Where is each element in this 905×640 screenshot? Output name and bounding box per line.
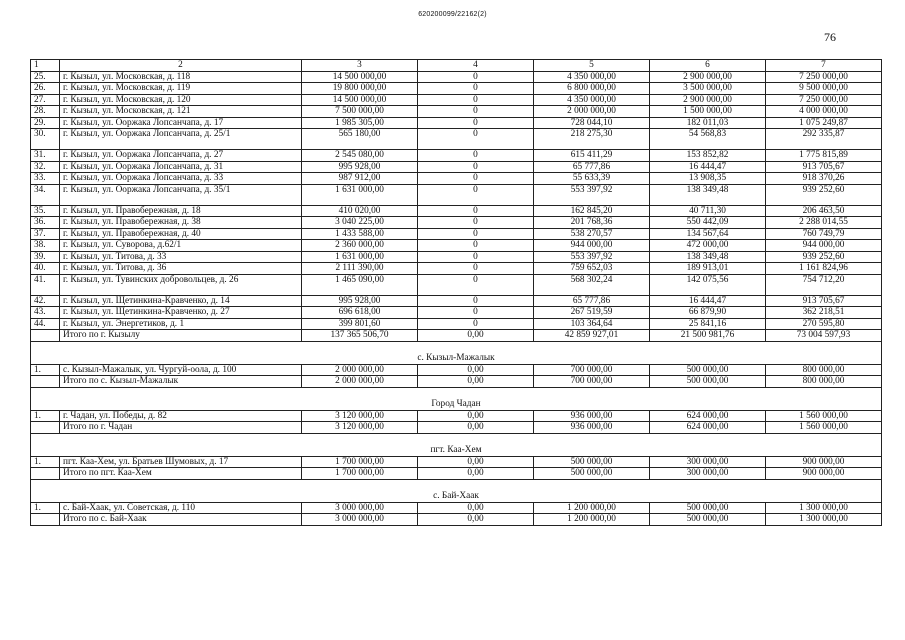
cell-col-2: г. Кызыл, ул. Тувинских добровольцев, д. 26 <box>60 274 302 295</box>
table-row <box>31 117 882 129</box>
table-row <box>31 106 882 118</box>
cell-col-5: 42 859 927,01 <box>534 330 650 342</box>
table-row <box>31 94 882 106</box>
cell-col-4: 0 <box>418 240 534 252</box>
table-row <box>31 263 882 275</box>
section-spacer-cell <box>31 479 882 491</box>
column-number-row <box>31 60 882 72</box>
cell-col-1: 26. <box>31 83 60 95</box>
cell-col-5: 553 397,92 <box>534 184 650 205</box>
cell-col-6: 189 913,01 <box>650 263 766 275</box>
column-number-cell: 7 <box>766 60 882 72</box>
cell-col-3: 3 120 000,00 <box>302 422 418 434</box>
section-title: пгт. Каа-Хем <box>31 445 882 457</box>
cell-col-5: 728 044,10 <box>534 117 650 129</box>
cell-col-6: 54 568,83 <box>650 129 766 150</box>
cell-col-1 <box>31 330 60 342</box>
cell-col-6: 1 500 000,00 <box>650 106 766 118</box>
cell-col-1: 33. <box>31 173 60 185</box>
cell-col-1: 29. <box>31 117 60 129</box>
cell-col-6: 500 000,00 <box>650 514 766 526</box>
table-row <box>31 502 882 514</box>
cell-col-2: г. Кызыл, ул. Энергетиков, д. 1 <box>60 318 302 330</box>
cell-col-1 <box>31 422 60 434</box>
cell-col-2: г. Кызыл, ул. Московская, д. 120 <box>60 94 302 106</box>
column-number-cell: 6 <box>650 60 766 72</box>
cell-col-4: 0 <box>418 173 534 185</box>
cell-col-3: 1 985 305,00 <box>302 117 418 129</box>
cell-col-6: 21 500 981,76 <box>650 330 766 342</box>
cell-col-7: 800 000,00 <box>766 364 882 376</box>
cell-col-7: 754 712,20 <box>766 274 882 295</box>
section-heading-row <box>31 353 882 365</box>
cell-col-7: 900 000,00 <box>766 456 882 468</box>
cell-col-4: 0,00 <box>418 456 534 468</box>
cell-col-6: 300 000,00 <box>650 456 766 468</box>
cell-col-7: 939 252,60 <box>766 184 882 205</box>
cell-col-7: 1 560 000,00 <box>766 422 882 434</box>
cell-col-5: 65 777,86 <box>534 161 650 173</box>
cell-col-3: 2 000 000,00 <box>302 376 418 388</box>
cell-col-6: 13 908,35 <box>650 173 766 185</box>
cell-col-5: 4 350 000,00 <box>534 94 650 106</box>
table-row <box>31 274 882 295</box>
table-row <box>31 251 882 263</box>
cell-col-6: 500 000,00 <box>650 364 766 376</box>
cell-col-7: 800 000,00 <box>766 376 882 388</box>
cell-col-2: г. Кызыл, ул. Ооржака Лопсанчапа, д. 25/1 <box>60 129 302 150</box>
cell-col-6: 182 011,03 <box>650 117 766 129</box>
table-row <box>31 161 882 173</box>
cell-col-3: 1 700 000,00 <box>302 468 418 480</box>
table-row <box>31 150 882 162</box>
cell-col-4: 0 <box>418 205 534 217</box>
cell-col-2: г. Чадан, ул. Победы, д. 82 <box>60 410 302 422</box>
cell-col-3: 19 800 000,00 <box>302 83 418 95</box>
cell-col-6: 624 000,00 <box>650 422 766 434</box>
page-number: 76 <box>824 30 836 44</box>
cell-col-2: г. Кызыл, ул. Ооржака Лопсанчапа, д. 27 <box>60 150 302 162</box>
cell-col-3: 14 500 000,00 <box>302 94 418 106</box>
table-row <box>31 217 882 229</box>
cell-col-5: 6 800 000,00 <box>534 83 650 95</box>
cell-col-7: 1 300 000,00 <box>766 514 882 526</box>
table-row <box>31 295 882 307</box>
cell-col-6: 2 900 000,00 <box>650 71 766 83</box>
cell-col-1: 38. <box>31 240 60 252</box>
table-row <box>31 307 882 319</box>
cell-col-1: 39. <box>31 251 60 263</box>
column-number-cell: 3 <box>302 60 418 72</box>
cell-col-4: 0 <box>418 318 534 330</box>
section-heading-row <box>31 399 882 411</box>
cell-col-2: г. Кызыл, ул. Ооржака Лопсанчапа, д. 31 <box>60 161 302 173</box>
cell-col-7: 913 705,67 <box>766 161 882 173</box>
cell-col-7: 1 075 249,87 <box>766 117 882 129</box>
cell-col-1: 25. <box>31 71 60 83</box>
section-title: с. Бай-Хаак <box>31 491 882 503</box>
cell-col-5: 218 275,30 <box>534 129 650 150</box>
cell-col-2: Итого по с. Бай-Хаак <box>60 514 302 526</box>
table-row <box>31 318 882 330</box>
cell-col-3: 1 465 090,00 <box>302 274 418 295</box>
table-row <box>31 364 882 376</box>
cell-col-7: 73 004 597,93 <box>766 330 882 342</box>
table-row <box>31 456 882 468</box>
cell-col-3: 3 000 000,00 <box>302 514 418 526</box>
cell-col-4: 0 <box>418 217 534 229</box>
table-row <box>31 240 882 252</box>
cell-col-6: 153 852,82 <box>650 150 766 162</box>
cell-col-3: 3 120 000,00 <box>302 410 418 422</box>
total-row-kyzyl <box>31 330 882 342</box>
cell-col-6: 66 879,90 <box>650 307 766 319</box>
section-spacer-cell <box>31 387 882 399</box>
cell-col-2: г. Кызыл, ул. Правобережная, д. 40 <box>60 228 302 240</box>
cell-col-4: 0 <box>418 274 534 295</box>
cell-col-2: г. Кызыл, ул. Титова, д. 36 <box>60 263 302 275</box>
cell-col-5: 759 652,03 <box>534 263 650 275</box>
cell-col-5: 65 777,86 <box>534 295 650 307</box>
cell-col-3: 987 912,00 <box>302 173 418 185</box>
cell-col-1: 1. <box>31 364 60 376</box>
cell-col-2: г. Кызыл, ул. Московская, д. 118 <box>60 71 302 83</box>
cell-col-3: 1 433 588,00 <box>302 228 418 240</box>
cell-col-5: 615 411,29 <box>534 150 650 162</box>
cell-col-4: 0,00 <box>418 330 534 342</box>
cell-col-2: г. Кызыл, ул. Московская, д. 121 <box>60 106 302 118</box>
cell-col-3: 399 801,60 <box>302 318 418 330</box>
cell-col-6: 472 000,00 <box>650 240 766 252</box>
cell-col-3: 137 365 506,70 <box>302 330 418 342</box>
cell-col-1: 41. <box>31 274 60 295</box>
cell-col-2: пгт. Каа-Хем, ул. Братьев Шумовых, д. 17 <box>60 456 302 468</box>
cell-col-1: 28. <box>31 106 60 118</box>
section-total-row <box>31 422 882 434</box>
cell-col-2: Итого по г. Чадан <box>60 422 302 434</box>
cell-col-5: 936 000,00 <box>534 422 650 434</box>
cell-col-5: 936 000,00 <box>534 410 650 422</box>
cell-col-4: 0 <box>418 307 534 319</box>
cell-col-3: 3 040 225,00 <box>302 217 418 229</box>
cell-col-4: 0,00 <box>418 364 534 376</box>
cell-col-3: 2 545 080,00 <box>302 150 418 162</box>
cell-col-2: г. Кызыл, ул. Щетинкина-Кравченко, д. 14 <box>60 295 302 307</box>
cell-col-2: г. Кызыл, ул. Титова, д. 33 <box>60 251 302 263</box>
cell-col-5: 700 000,00 <box>534 364 650 376</box>
cell-col-5: 1 200 000,00 <box>534 502 650 514</box>
cell-col-4: 0,00 <box>418 376 534 388</box>
cell-col-2: г. Кызыл, ул. Правобережная, д. 18 <box>60 205 302 217</box>
cell-col-5: 55 633,39 <box>534 173 650 185</box>
register-table-body <box>31 60 882 526</box>
cell-col-1: 32. <box>31 161 60 173</box>
cell-col-2: г. Кызыл, ул. Ооржака Лопсанчапа, д. 35/1 <box>60 184 302 205</box>
table-row <box>31 410 882 422</box>
cell-col-5: 201 768,36 <box>534 217 650 229</box>
cell-col-7: 760 749,79 <box>766 228 882 240</box>
cell-col-1: 44. <box>31 318 60 330</box>
cell-col-2: г. Кызыл, ул. Правобережная, д. 38 <box>60 217 302 229</box>
cell-col-4: 0 <box>418 94 534 106</box>
cell-col-7: 944 000,00 <box>766 240 882 252</box>
cell-col-2: Итого по с. Кызыл-Мажалык <box>60 376 302 388</box>
cell-col-1: 34. <box>31 184 60 205</box>
cell-col-3: 1 631 000,00 <box>302 251 418 263</box>
cell-col-5: 700 000,00 <box>534 376 650 388</box>
cell-col-3: 995 928,00 <box>302 161 418 173</box>
table-row <box>31 83 882 95</box>
cell-col-2: Итого по пгт. Каа-Хем <box>60 468 302 480</box>
section-spacer <box>31 341 882 353</box>
cell-col-7: 7 250 000,00 <box>766 71 882 83</box>
cell-col-4: 0,00 <box>418 502 534 514</box>
section-spacer <box>31 479 882 491</box>
cell-col-7: 939 252,60 <box>766 251 882 263</box>
cell-col-1: 35. <box>31 205 60 217</box>
cell-col-1: 42. <box>31 295 60 307</box>
section-spacer-cell <box>31 433 882 445</box>
scan-artifacts <box>290 630 610 632</box>
cell-col-7: 206 463,50 <box>766 205 882 217</box>
cell-col-2: г. Кызыл, ул. Суворова, д.62/1 <box>60 240 302 252</box>
cell-col-4: 0 <box>418 129 534 150</box>
cell-col-7: 4 000 000,00 <box>766 106 882 118</box>
cell-col-2: с. Бай-Хаак, ул. Советская, д. 110 <box>60 502 302 514</box>
section-heading-row <box>31 445 882 457</box>
cell-col-7: 9 500 000,00 <box>766 83 882 95</box>
cell-col-5: 568 302,24 <box>534 274 650 295</box>
cell-col-1 <box>31 514 60 526</box>
cell-col-7: 292 335,87 <box>766 129 882 150</box>
cell-col-7: 900 000,00 <box>766 468 882 480</box>
cell-col-1: 27. <box>31 94 60 106</box>
cell-col-6: 300 000,00 <box>650 468 766 480</box>
cell-col-5: 500 000,00 <box>534 468 650 480</box>
cell-col-6: 2 900 000,00 <box>650 94 766 106</box>
cell-col-7: 7 250 000,00 <box>766 94 882 106</box>
cell-col-6: 16 444,47 <box>650 161 766 173</box>
table-row <box>31 205 882 217</box>
cell-col-7: 1 300 000,00 <box>766 502 882 514</box>
table-row <box>31 129 882 150</box>
cell-col-6: 138 349,48 <box>650 251 766 263</box>
cell-col-6: 25 841,16 <box>650 318 766 330</box>
cell-col-4: 0,00 <box>418 468 534 480</box>
cell-col-3: 14 500 000,00 <box>302 71 418 83</box>
cell-col-5: 267 519,59 <box>534 307 650 319</box>
cell-col-1: 30. <box>31 129 60 150</box>
cell-col-2: г. Кызыл, ул. Московская, д. 119 <box>60 83 302 95</box>
cell-col-4: 0 <box>418 263 534 275</box>
cell-col-5: 944 000,00 <box>534 240 650 252</box>
cell-col-6: 16 444,47 <box>650 295 766 307</box>
cell-col-5: 2 000 000,00 <box>534 106 650 118</box>
table-row <box>31 228 882 240</box>
cell-col-3: 995 928,00 <box>302 295 418 307</box>
cell-col-1: 1. <box>31 502 60 514</box>
cell-col-7: 2 288 014,55 <box>766 217 882 229</box>
section-spacer <box>31 433 882 445</box>
cell-col-2: Итого по г. Кызылу <box>60 330 302 342</box>
cell-col-7: 270 595,80 <box>766 318 882 330</box>
section-spacer <box>31 387 882 399</box>
cell-col-1: 37. <box>31 228 60 240</box>
cell-col-3: 3 000 000,00 <box>302 502 418 514</box>
cell-col-1: 1. <box>31 456 60 468</box>
column-number-cell: 5 <box>534 60 650 72</box>
cell-col-1 <box>31 468 60 480</box>
section-title: Город Чадан <box>31 399 882 411</box>
cell-col-6: 142 075,56 <box>650 274 766 295</box>
cell-col-2: с. Кызыл-Мажалык, ул. Чургуй-оола, д. 100 <box>60 364 302 376</box>
cell-col-7: 1 775 815,89 <box>766 150 882 162</box>
cell-col-7: 1 560 000,00 <box>766 410 882 422</box>
cell-col-6: 40 711,30 <box>650 205 766 217</box>
cell-col-4: 0 <box>418 228 534 240</box>
section-total-row <box>31 468 882 480</box>
cell-col-3: 7 500 000,00 <box>302 106 418 118</box>
cell-col-4: 0,00 <box>418 410 534 422</box>
section-title: с. Кызыл-Мажалык <box>31 353 882 365</box>
cell-col-5: 162 845,20 <box>534 205 650 217</box>
cell-col-3: 2 000 000,00 <box>302 364 418 376</box>
section-total-row <box>31 514 882 526</box>
cell-col-3: 2 360 000,00 <box>302 240 418 252</box>
register-table <box>30 59 882 526</box>
column-number-cell: 1 <box>31 60 60 72</box>
cell-col-1: 43. <box>31 307 60 319</box>
cell-col-4: 0 <box>418 295 534 307</box>
cell-col-7: 1 161 824,96 <box>766 263 882 275</box>
cell-col-5: 1 200 000,00 <box>534 514 650 526</box>
cell-col-3: 565 180,00 <box>302 129 418 150</box>
cell-col-1: 1. <box>31 410 60 422</box>
cell-col-4: 0 <box>418 83 534 95</box>
cell-col-3: 696 618,00 <box>302 307 418 319</box>
cell-col-1: 36. <box>31 217 60 229</box>
cell-col-4: 0 <box>418 184 534 205</box>
cell-col-3: 410 020,00 <box>302 205 418 217</box>
cell-col-6: 500 000,00 <box>650 376 766 388</box>
section-heading-row <box>31 491 882 503</box>
cell-col-5: 103 364,64 <box>534 318 650 330</box>
table-row <box>31 173 882 185</box>
table-row <box>31 71 882 83</box>
cell-col-4: 0 <box>418 71 534 83</box>
cell-col-6: 500 000,00 <box>650 502 766 514</box>
cell-col-4: 0,00 <box>418 514 534 526</box>
cell-col-4: 0 <box>418 251 534 263</box>
cell-col-5: 538 270,57 <box>534 228 650 240</box>
cell-col-4: 0,00 <box>418 422 534 434</box>
cell-col-6: 134 567,64 <box>650 228 766 240</box>
section-total-row <box>31 376 882 388</box>
cell-col-6: 138 349,48 <box>650 184 766 205</box>
cell-col-2: г. Кызыл, ул. Ооржака Лопсанчапа, д. 33 <box>60 173 302 185</box>
cell-col-2: г. Кызыл, ул. Щетинкина-Кравченко, д. 27 <box>60 307 302 319</box>
cell-col-3: 1 631 000,00 <box>302 184 418 205</box>
cell-col-2: г. Кызыл, ул. Ооржака Лопсанчапа, д. 17 <box>60 117 302 129</box>
cell-col-1: 31. <box>31 150 60 162</box>
section-spacer-cell <box>31 341 882 353</box>
cell-col-7: 913 705,67 <box>766 295 882 307</box>
cell-col-5: 4 350 000,00 <box>534 71 650 83</box>
cell-col-4: 0 <box>418 106 534 118</box>
document-id: 620200099/22162(2) <box>418 11 487 18</box>
cell-col-3: 1 700 000,00 <box>302 456 418 468</box>
cell-col-6: 624 000,00 <box>650 410 766 422</box>
column-number-cell: 4 <box>418 60 534 72</box>
cell-col-1: 40. <box>31 263 60 275</box>
cell-col-6: 3 500 000,00 <box>650 83 766 95</box>
cell-col-6: 550 442,09 <box>650 217 766 229</box>
column-number-cell: 2 <box>60 60 302 72</box>
cell-col-4: 0 <box>418 117 534 129</box>
cell-col-7: 918 370,26 <box>766 173 882 185</box>
cell-col-7: 362 218,51 <box>766 307 882 319</box>
table-row <box>31 184 882 205</box>
cell-col-4: 0 <box>418 150 534 162</box>
cell-col-5: 500 000,00 <box>534 456 650 468</box>
cell-col-1 <box>31 376 60 388</box>
cell-col-4: 0 <box>418 161 534 173</box>
cell-col-5: 553 397,92 <box>534 251 650 263</box>
cell-col-3: 2 111 390,00 <box>302 263 418 275</box>
